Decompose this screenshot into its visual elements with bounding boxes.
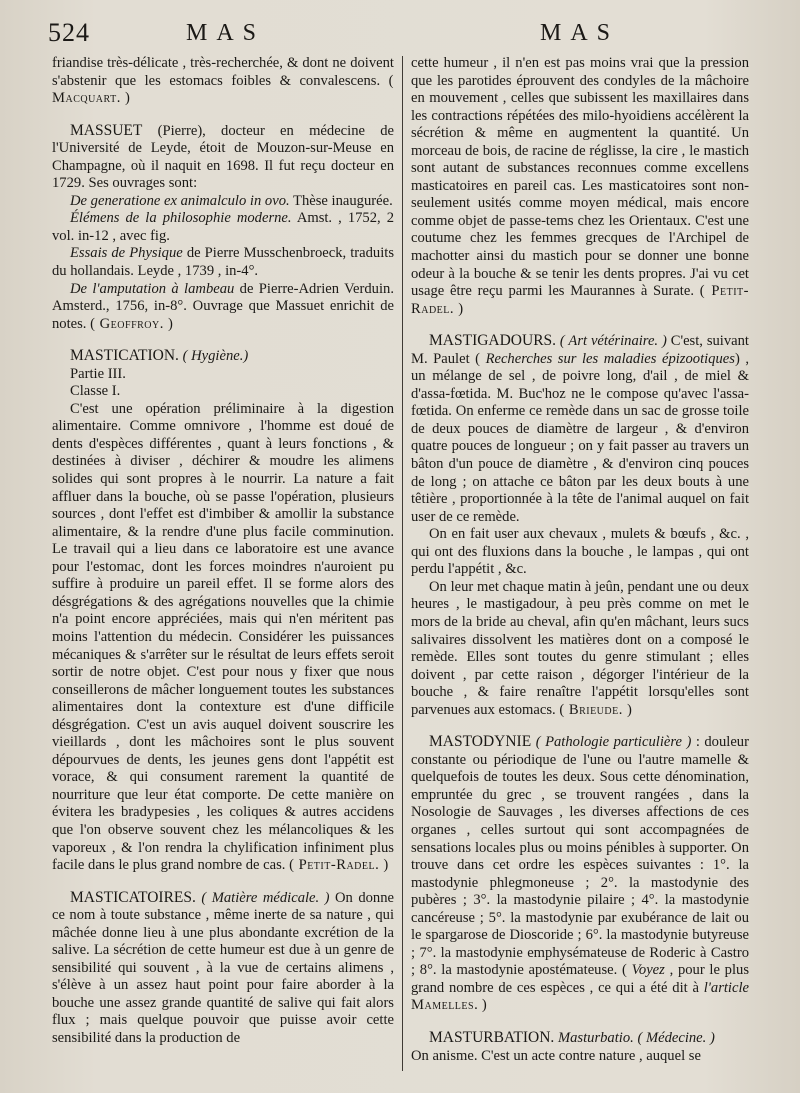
right-running-title: MAS [540, 20, 620, 46]
entry-text: C'est, suivant M. Paulet ( [411, 333, 749, 367]
entry-author: ( Geoffroy. ) [90, 315, 174, 332]
work-title: Élémens de la philosophie moderne. [70, 210, 292, 227]
entry-category: ( Art vétérinaire. ) [559, 333, 667, 350]
continued-text: cette humeur , il n'en est pas moins vrai que la pression que les parotides éprouvent des condyles de la mâchoire en mouvement , celles que subissent les maxillaires dans les contractions répétées des milo-hyoidiens accélèrent la sécrétion & même en augmentent la quantité. Un morceau de bois, de racine de réglisse, la cire , le mastich sont autant de substances reconnues comme excellens masticatoires en pareil cas. Les masticatoires sont non-seulement usités comme moyen médical, mais encore comme objet de passe-tems chez les Orientaux. C'est une coutume chez les femmes grecques de l'Archipel de machotter ainsi du mastich pour se donner une bonne odeur à la bouche & se tenir les dents propres. J'ai vu cet usage être reçu parmi les Maurannes à Surate. [411, 55, 749, 300]
reference-headword: Mamelles. [411, 997, 479, 1014]
reference-article: l'article [703, 979, 749, 996]
left-running-title: MAS [186, 20, 266, 46]
entry-part: Partie III. [70, 365, 126, 382]
closing-paren: ) [481, 997, 487, 1014]
entry-category: ( Matière médicale. ) [201, 889, 330, 906]
entry-text: On donne ce nom à toute substance , même inerte de sa nature , qui mâchée donne lieu à une plus abondante excrétion de la salive. La sécrétion de cette humeur est due à un genre de sensibilité qui souvent , à la vue de certains alimens , s'élève à un assez haut point pour faire aborder à la bouche une assez grande quantité de salive qui fait alors flux ; mais quelque pouvoir que puisse avoir cette sensibilité dans la production de [52, 889, 394, 1046]
work-title: De generatione ex animalculo in ovo. [70, 192, 290, 209]
reference-title: Recherches sur les maladies épizootiques [485, 350, 735, 367]
entry-headword: MASTURBATION. [429, 1028, 555, 1046]
entry-text: ) , un mélange de sel , de poivre long, d'ail , de miel & d'assa-fœtida. M. Buc'hoz ne le compose qu'avec l'assa-fœtida. On enferme ce remède dans un sac de grosse toile de deux pouces de diamètre de largeur , & d'environ quatre pouces de longueur ; on y fait passer au travers un bâton d'un pouce de diamètre , & d'environ cinq pouces de long ; on attache ce bâton par les deux bouts à une têtière , proportionnée à la tête de l'animal auquel on fait user de ce remède. [411, 350, 749, 525]
entry-headword: MASTICATOIRES. [70, 888, 196, 906]
entry-mastigadours [411, 332, 749, 719]
entry-paragraph: On leur met chaque matin à jeûn, pendant une ou deux heures , le mastigadour, à peu près comme on met le mors de la bride au cheval, afin qu'en mâchant, leurs sucs salivaires dissolvent les matières dont on a composé le remède. Elles sont toutes du genre stimulant ; elles doivent , par cette raison , dégorger l'intérieur de la bouche , & faire renaître l'appétit lorsqu'elles sont parvenues aux estomacs. [411, 578, 749, 718]
entry-mastodynie [411, 733, 749, 1015]
see-also: Voyez [631, 962, 665, 979]
entry-author: ( Brieude. ) [559, 701, 633, 718]
column-divider [402, 56, 403, 1071]
entry-author: ( Petit-Radel. ) [289, 857, 389, 874]
work-title: De l'amputation à lambeau [70, 280, 235, 297]
entry-text: , pour le plus grand nombre de ces espèces , ce qui a été dit à [411, 962, 750, 996]
entry-category: ( Hygiène.) [182, 348, 249, 365]
work-details: Amst. , 1752, 2 vol. in-12 , avec fig. [52, 210, 395, 244]
entry-headword: MASSUET [70, 121, 143, 139]
entry-mastication [52, 347, 394, 874]
work-title: Essais de Physique [70, 245, 183, 262]
entry-headword: MASTICATION. [70, 347, 179, 365]
entry-massuet [52, 122, 394, 334]
entry-headword: MASTIGADOURS. [429, 332, 557, 350]
continued-text: friandise très-délicate , très-recherchée, & dont ne doivent s'abstenir que les estomacs foibles & convalescens. [52, 55, 394, 89]
entry-text: (Pierre), docteur en médecine de l'Université de Leyde, étoit de Mouzon-sur-Meuse en Champagne, où il naquit en 1698. Il fut reçu docteur en 1729. Ses ouvrages sont: [52, 122, 394, 192]
entry-masturbation [411, 1029, 749, 1065]
entry-text: : douleur constante ou périodique de l'une ou l'autre mamelle & quelquefois de toutes les deux. Sous cette dénomination, empruntée du grec , se trouvent rangées , dans la Nosologie de Sauvages , les diverses affections de ces organes , celles surtout qui sont accompagnées de sensations locales plus ou moins pénibles à supporter. On trouve dans cet ordre les espèces suivantes : 1°. la mastodynie phlegmoneuse ; 2°. la mastodynie des pubères ; 3°. la mastodynie pilaire ; 4°. la mastodynie cancéreuse ; 5°. la mastodynie par exubérance de lait ou le spargarose de Dioscoride ; 6°. la mastodynie butyreuse ; 7°. la mastodynie emphysémateuse de Roderic à Castro ; 8°. la mastodynie apostémateuse. ( [411, 734, 749, 979]
page-number: 524 [48, 18, 90, 47]
work-details: de Pierre Musschenbroeck, traduits du hollandais. Leyde , 1739 , in-4°. [52, 245, 394, 280]
entry-author: ( Petit-Radel. ) [411, 283, 750, 317]
right-column [411, 55, 749, 1065]
continued-entry [411, 55, 749, 318]
entry-latin: Masturbatio. [557, 1029, 634, 1046]
entry-headword: MASTODYNIE [429, 733, 532, 751]
entry-classe: Classe I. [70, 383, 121, 400]
entry-masticatoires [52, 889, 394, 1048]
entry-author: ( Macquart. ) [52, 72, 394, 107]
entry-paragraph: On en fait user aux chevaux , mulets & bœufs , &c. , qui ont des fluxions dans la bouche , le lampas , qui ont perdu l'appétit , &c. [411, 526, 749, 578]
left-column [52, 55, 394, 1048]
running-header [0, 18, 800, 52]
entry-category: ( Médecine. ) [637, 1029, 715, 1046]
entry-text: C'est une opération préliminaire à la digestion alimentaire. Comme omnivore , l'homme est doué de dents d'espèces différentes , quant à leurs fonctions , & destinées à diviser , déchirer & moudre les alimens solides qui sont propres à le nourrir. La nature a fait affluer dans la bouche, où se passe l'opération, plusieurs sources , dont l'effet est d'imbiber & amollir la substance alimentaire, & la rendre d'une plus facile comminution. Le travail qui a lieu dans ce laboratoire est une avance pour l'estomac, dont les forces moindres n'auroient pu suffire à produire un pareil effet. Il se forme alors des désgrégations & des agrégations nouvelles que la chimie n'a point encore appréciées, mais qui n'en méritent pas moins l'attention du médecin. Considérer les puissances mécaniques & s'arrêter sur le résultat de leurs effets seroit sortir de notre objet. C'est pour nous y fixer que nous conseillerons de mâcher longuement toutes les substances alimentaires dont la contexture est d'une difficile désgrégation. C'est un avis auquel doivent souscrire les vieillards , dont les mâchoires sont le plus souvent dépourvues de dents, les jeunes gens dont l'appétit est vorace, & qui consument rarement la quantité de nourriture que leur état comporte. De cette manière on évitera les bradypesies , les coliques & autres accidens que l'on observe souvent chez les mélancoliques & les vaporeux , & l'on rendra la chylification infiniment plus facile dans le plus grand nombre de cas. [52, 400, 394, 874]
work-details: Thèse inaugurée. [293, 192, 393, 209]
continued-entry [52, 55, 394, 108]
entry-category: ( Pathologie particulière ) [535, 734, 692, 751]
work-details: de Pierre-Adrien Verduin. Amsterd., 1756, in-8°. Ouvrage que Massuet enrichit de notes. [52, 280, 394, 332]
entry-text: On anisme. C'est un acte contre nature , auquel se [411, 1047, 701, 1064]
